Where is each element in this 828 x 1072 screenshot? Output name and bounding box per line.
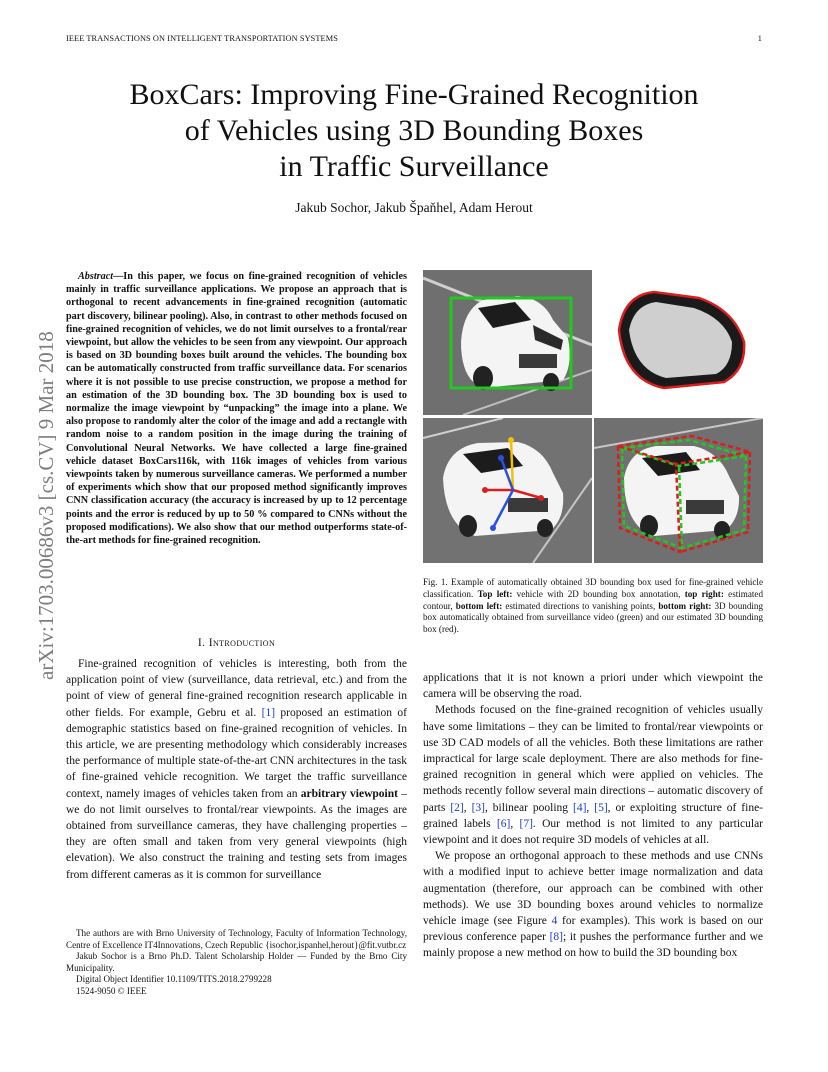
abstract xyxy=(66,270,407,547)
intro-text: , xyxy=(510,817,520,830)
author-list: Jakub Sochor, Jakub Špaňhel, Adam Herout xyxy=(295,200,533,215)
abstract-label: Abstract xyxy=(78,271,114,282)
caption-text: 3D bounding box automatically obtained from surveillance video (green) and our estimated 3D bounding box (red). xyxy=(423,600,763,635)
arxiv-watermark xyxy=(14,270,58,680)
title-line-1: BoxCars: Improving Fine-Grained Recognition xyxy=(129,78,699,111)
running-header xyxy=(66,34,762,46)
citation-link[interactable]: [3] xyxy=(471,801,485,814)
paper-title xyxy=(0,77,828,185)
intro-paragraph xyxy=(423,848,763,961)
intro-paragraph-left xyxy=(66,656,407,883)
journal-name: IEEE TRANSACTIONS ON INTELLIGENT TRANSPORTATION SYSTEMS xyxy=(66,34,338,43)
citation-link[interactable]: [1] xyxy=(261,706,276,719)
intro-text: for examples). This work is based on our previous conference paper xyxy=(423,915,763,944)
section-name: Introduction xyxy=(208,636,276,649)
car-2d-bbox-image xyxy=(423,270,592,415)
citation-link[interactable]: [8] xyxy=(549,931,563,944)
footnote-affiliation: The authors are with Brno University of Technology, Faculty of Information Technology, Centre of Excellence IT4Innovations, Czech Republic {isochor,ispanhel,herout}@fit.vutbr.cz xyxy=(66,928,407,950)
title-line-3: in Traffic Surveillance xyxy=(279,150,549,183)
intro-text: We propose an orthogonal approach to these methods and use CNNs with a modified input to achieve better image normalization and data augmentation (therefore, our approach can be combined with other methods). We use 3D bounding boxes around vehicles to normalize vehicle image (see Figure xyxy=(423,850,763,928)
car-contour-image xyxy=(594,270,763,415)
intro-text: – we do not limit ourselves to frontal/rear viewpoints. As the images are obtained from surveillance cameras, they have challenging properties – they are often small and taken from very general viewpoints (high elevation). We also construct the training and testing sets from images from different cameras as it is common for surveillance xyxy=(66,787,407,881)
intro-text: proposed an estimation of demographic statistics based on fine-grained recognition of vehicles. In this article, we are presenting methodology which considerably increases the performance of multiple state-of-the-art CNN architectures in the task of fine-grained vehicle recognition. We target the traffic surveillance context, namely images of vehicles taken from an xyxy=(66,706,407,800)
intro-text: Fine-grained recognition of vehicles is interesting, both from the application point of view (surveillance, data retrieval, etc.) and from the point of view of general fine-grained recognition research applicable in other fields. For example, Gebru et al. xyxy=(66,658,407,719)
intro-text: Methods focused on the fine-grained recognition of vehicles usually have some limitations – they can be limited to frontal/rear viewpoints or use 3D CAD models of all the vehicles. Both these limitations are rather impractical for large scale deployment. There are also methods for fine-grained recognition in general which were applied on vehicles. The methods recently follow several main directions – automatic discovery of parts xyxy=(423,704,763,814)
intro-paragraph: applications that it is not known a priori under which viewpoint the camera will be observing the road. xyxy=(423,672,763,701)
intro-paragraph xyxy=(423,702,763,848)
title-line-2: of Vehicles using 3D Bounding Boxes xyxy=(184,114,644,147)
figure-1 xyxy=(423,270,763,563)
figure-panel-contour xyxy=(594,270,763,415)
footnote-doi: Digital Object Identifier 10.1109/TITS.2018.2799228 xyxy=(76,974,272,984)
caption-label: top right: xyxy=(684,588,724,599)
figure-panel-3d-bbox xyxy=(594,418,763,563)
intro-text: , xyxy=(463,801,472,814)
citation-link[interactable]: [5] xyxy=(594,801,608,814)
intro-text: ; it pushes the performance further and we mainly propose a new method on how to build the 3D bounding box xyxy=(423,931,764,960)
figure-reference-link[interactable]: 4 xyxy=(551,915,558,928)
footnote-funding: Jakub Sochor is a Brno Ph.D. Talent Scholarship Holder — Funded by the Brno City Municipality. xyxy=(66,951,407,973)
intro-text: , xyxy=(586,801,595,814)
figure-1-caption xyxy=(423,577,763,636)
citation-link[interactable]: [2] xyxy=(450,801,464,814)
footnotes xyxy=(66,928,407,997)
citation-link[interactable]: [6] xyxy=(496,817,511,830)
emphasis-text: arbitrary viewpoint xyxy=(300,787,398,800)
intro-text: . Our method is not limited to any particular viewpoint and it does not require 3D models of vehicles at all. xyxy=(423,817,764,847)
caption-text: estimated directions to vanishing points, xyxy=(502,600,659,611)
section-number: I. xyxy=(197,636,209,649)
figure-panel-vanishing-directions xyxy=(423,418,592,563)
intro-paragraphs-right xyxy=(423,670,763,962)
caption-label: Top left: xyxy=(477,588,513,599)
caption-label: bottom left: xyxy=(455,600,503,611)
car-3d-bbox-image xyxy=(594,418,763,563)
caption-text: estimated contour, xyxy=(423,588,764,611)
page-number: 1 xyxy=(757,34,762,43)
footnote-issn: 1524-9050 © IEEE xyxy=(76,985,147,996)
citation-link[interactable]: [4] xyxy=(572,801,587,814)
car-vanishing-directions-image xyxy=(423,418,592,563)
intro-text: , bilinear pooling xyxy=(484,801,573,814)
arxiv-identifier: arXiv:1703.00686v3 [cs.CV] 9 Mar 2018 xyxy=(34,331,58,680)
citation-link[interactable]: [7] xyxy=(519,817,533,830)
section-heading-introduction xyxy=(66,636,407,649)
caption-text: Fig. 1. Example of automatically obtained 3D bounding box used for fine-grained vehicle classification. xyxy=(423,577,763,599)
caption-label: bottom right: xyxy=(658,600,712,611)
caption-text: vehicle with 2D bounding box annotation, xyxy=(512,588,685,599)
intro-text: , or exploiting structure of fine-grained labels xyxy=(423,801,764,830)
figure-panel-2d-bbox xyxy=(423,270,592,415)
abstract-text: —In this paper, we focus on fine-grained recognition of vehicles mainly in traffic surveillance applications. We propose an approach that is orthogonal to recent advancements in fine-grained recognition (automatic part discovery, bilinear pooling). Also, in contrast to other methods focused on fine-grained recognition of vehicles, we do not limit ourselves to a frontal/rear viewpoint, but allow the vehicles to be seen from any viewpoint. Our approach is based on 3D bounding boxes built around the vehicles. The bounding box can be automatically constructed from traffic surveillance data. For scenarios where it is not possible to use precise construction, we propose a method for an estimation of the 3D bounding box. The 3D bounding box is used to normalize the image viewpoint by “unpacking” the image into a plane. We also propose to randomly alter the color of the image and add a rectangle with random noise to a random position in the image during the training of Convolutional Neural Networks. We have collected a large fine-grained vehicle dataset BoxCars116k, with 116k images of vehicles from various viewpoints taken by numerous surveillance cameras. We performed a number of experiments which show that our proposed method significantly improves CNN classification accuracy (the accuracy is increased by up to 12 percentage points and the error is reduced by up to 50 % compared to CNNs without the proposed modifications). We also show that our method outperforms state-of-the-art methods for fine-grained recognition. xyxy=(66,271,407,547)
